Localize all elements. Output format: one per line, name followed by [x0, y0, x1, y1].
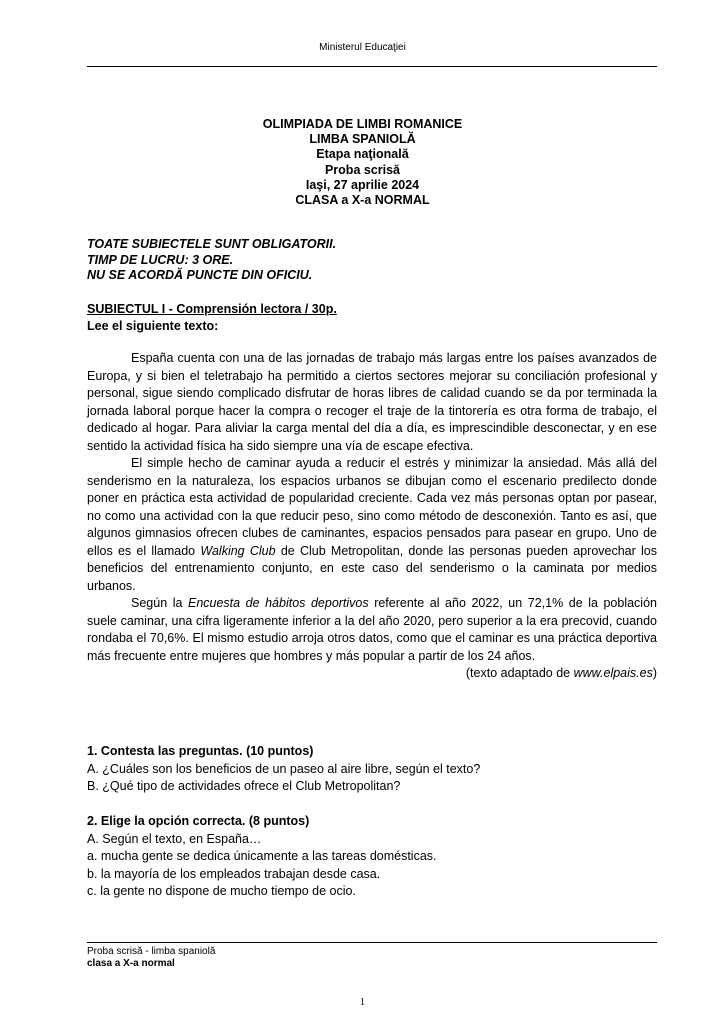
paragraph-2: El simple hecho de caminar ayuda a reducir el estrés y minimizar la ansiedad. Más allá del senderismo en la naturaleza, los espacios urbanos se dibujan como el escenario predilecto donde poner en práctica esta actividad de popularidad creciente. Cada vez más personas optan por pasear, no como una actividad con la que reducir peso, sino como método de desconexión. Tanto es así, que algunos gimnasios ofrecen clubes de caminantes, espacios pensados para pasear en grupo. Uno de ellos es el llamado Walking Club de Club Metropolitan, donde las personas pueden aprovechar los beneficios del entrenamiento conjunto, en este caso del senderismo o la caminata por medios urbanos.: [87, 456, 658, 593]
question-1-b: B. ¿Qué tipo de actividades ofrece el Club Metropolitan?: [87, 779, 401, 793]
question-2-option-a: a. mucha gente se dedica únicamente a las tareas domésticas.: [87, 849, 437, 863]
footer-test-name: Proba scrisă - limba spaniolă: [87, 946, 216, 957]
title-line-date: Iaşi, 27 aprilie 2024: [305, 177, 420, 192]
footer-divider: [87, 942, 657, 943]
question-1-title: 1. Contesta las preguntas. (10 puntos): [87, 744, 314, 758]
ministry-header: Ministerul Educaţiei: [319, 42, 406, 53]
title-line-class: CLASA a X-a NORMAL: [295, 193, 430, 208]
reading-instruction: Lee el siguiente texto:: [87, 319, 219, 333]
footer-class: clasa a X-a normal: [87, 958, 175, 969]
question-1: [87, 743, 657, 796]
page-number: 1: [360, 997, 365, 1008]
reading-text: [87, 350, 657, 683]
text-source: (texto adaptado de www.elpais.es): [465, 666, 657, 680]
question-2-title: 2. Elige la opción correcta. (8 puntos): [87, 814, 310, 828]
title-line-olympiad: OLIMPIADA DE LIMBI ROMANICE: [262, 117, 463, 131]
question-2: [87, 813, 657, 901]
footer: [87, 946, 215, 970]
question-2-option-c: c. la gente no dispone de mucho tiempo de ocio.: [87, 884, 356, 898]
paragraph-1: España cuenta con una de las jornadas de trabajo más largas entre los países avanzados de Europa, y si bien el teletrabajo ha permitido a ciertos sectores mejorar su conciliación profesional y personal, sigue siendo complicado disfrutar de horas libres de calidad cuando se da por terminada la jornada laboral porque hacer la compra o recoger el traje de la tintorería es otra forma de trabajo, el dedicado al hogar. Para aliviar la carga mental del día a día, es imprescindible desconectar, y en ese sentido la actividad física ha sido siempre una vía de escape efectiva.: [87, 351, 657, 453]
title-line-language: LIMBA SPANIOLĂ: [309, 132, 416, 147]
instruction-mandatory: TOATE SUBIECTELE SUNT OBLIGATORII.: [87, 237, 337, 251]
instruction-points: NU SE ACORDĂ PUNCTE DIN OFICIU.: [87, 268, 313, 282]
question-2-prompt: A. Según el texto, en España…: [87, 831, 262, 846]
header-divider: [87, 66, 657, 67]
subject-heading: SUBIECTUL I - Comprensión lectora / 30p.: [87, 302, 337, 316]
title-line-test: Proba scrisă: [324, 162, 401, 177]
paragraph-3: Según la Encuesta de hábitos deportivos referente al año 2022, un 72,1% de la población suele caminar, una cifra ligeramente inferior a la del año 2020, pero superior a la era precovid, cuando rondaba el 70,6%. El mismo estudio arroja otros datos, como que el caminar es una práctica deportiva más frecuente entre mujeres que hombres y más popular a partir de los 24 años.: [87, 596, 657, 663]
instruction-time: TIMP DE LUCRU: 3 ORE.: [87, 252, 234, 267]
title-line-stage: Etapa naţională: [316, 147, 409, 162]
question-1-a: A. ¿Cuáles son los beneficios de un paseo al aire libre, según el texto?: [87, 761, 481, 776]
general-instructions: [87, 237, 657, 284]
question-2-option-b: b. la mayoría de los empleados trabajan desde casa.: [87, 866, 381, 881]
exam-title-block: [0, 117, 725, 208]
